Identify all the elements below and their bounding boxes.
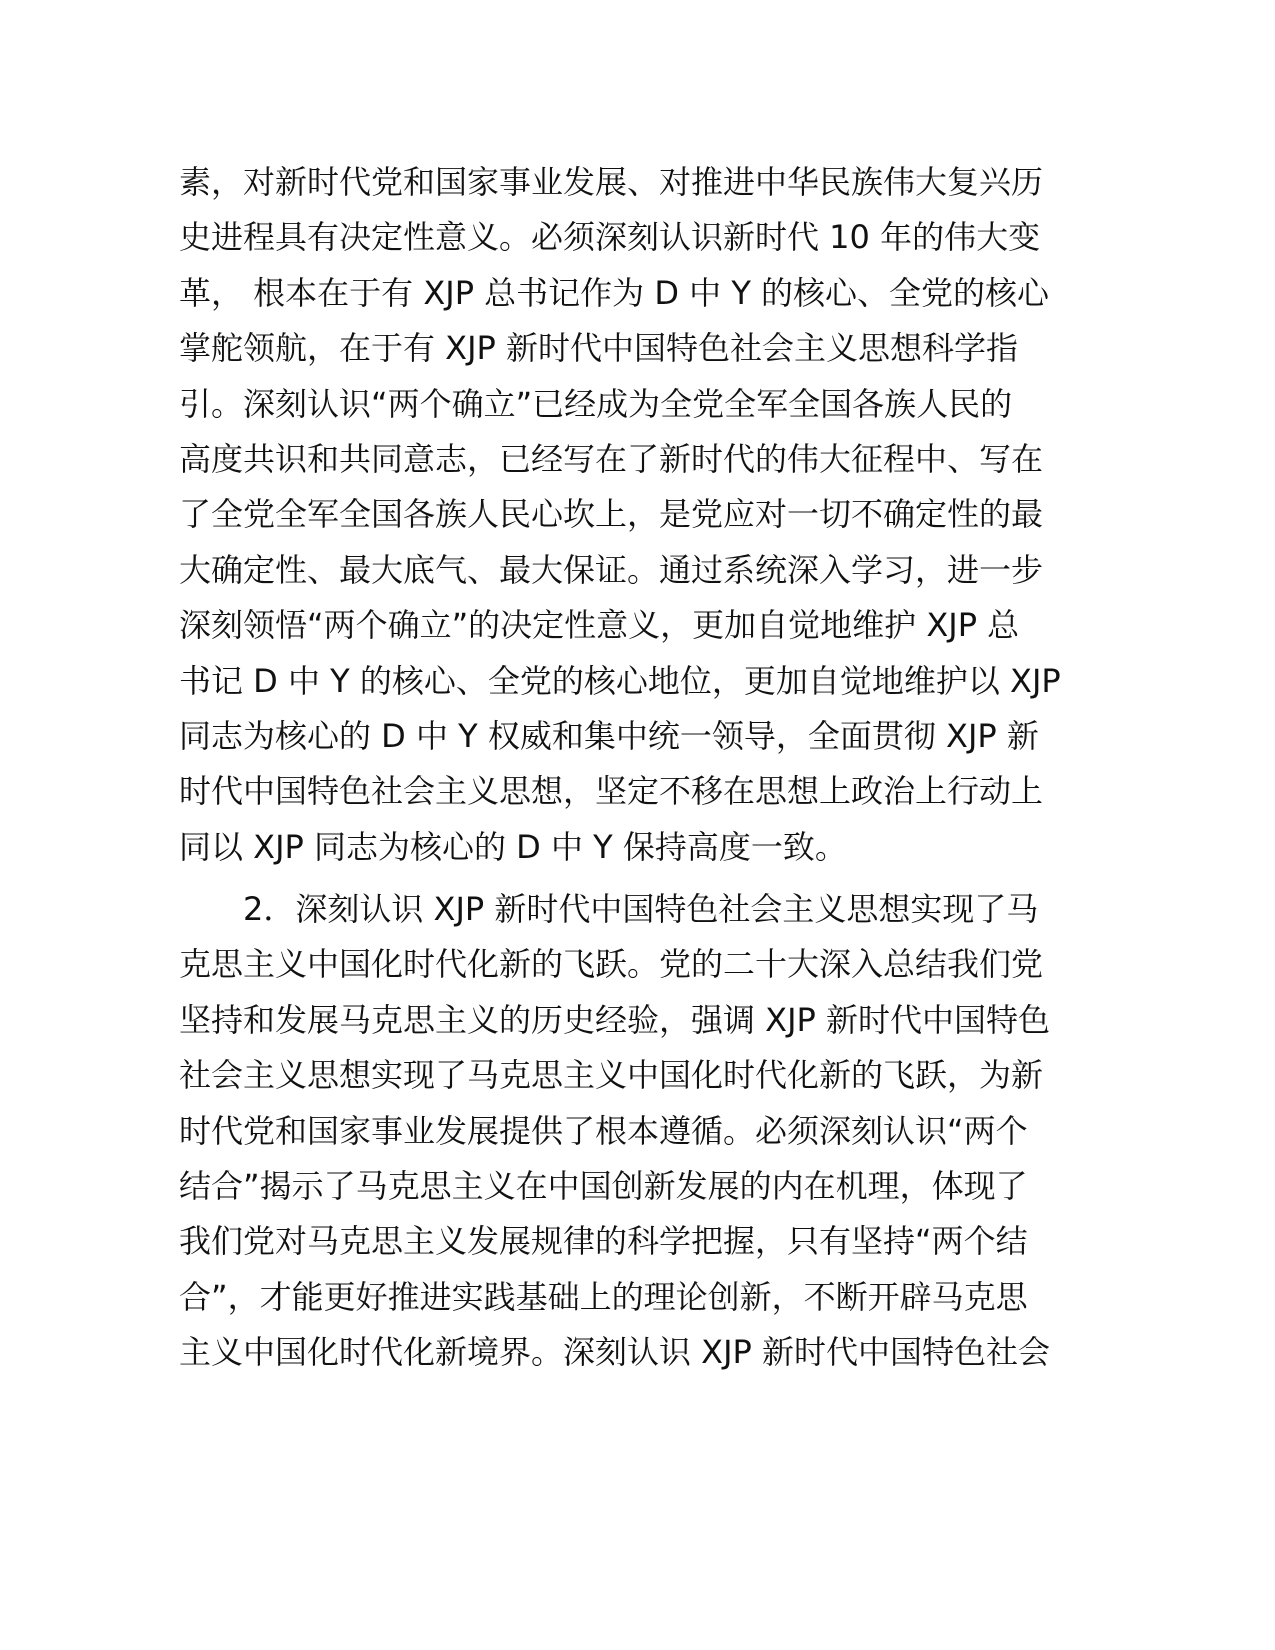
text-line: 同志为核心的 D 中 Y 权威和集中统一领导，全面贯彻 XJP 新 xyxy=(179,716,1039,755)
text-line: 了全党全军全国各族人民心坎上，是党应对一切不确定性的最 xyxy=(179,495,1044,534)
text-line: 书记 D 中 Y 的核心、全党的核心地位，更加自觉地维护以 XJP xyxy=(179,661,1061,700)
text-line: 同以 XJP 同志为核心的 D 中 Y 保持高度一致。 xyxy=(179,827,847,866)
paragraph-1 xyxy=(179,155,1079,875)
text-line: 克思主义中国化时代化新的飞跃。党的二十大深入总结我们党 xyxy=(179,945,1044,984)
text-line: 掌舵领航，在于有 XJP 新时代中国特色社会主义思想科学指 xyxy=(179,329,1019,368)
text-line: 革， 根本在于有 XJP 总书记作为 D 中 Y 的核心、全党的核心 xyxy=(179,273,1050,312)
text-line: 时代党和国家事业发展提供了根本遵循。必须深刻认识“两个 xyxy=(179,1111,1028,1150)
text-line: 大确定性、最大底气、最大保证。通过系统深入学习，进一步 xyxy=(179,550,1044,589)
text-line: 我们党对马克思主义发展规律的科学把握，只有坚持“两个结 xyxy=(179,1222,1028,1261)
text-line: 主义中国化时代化新境界。深刻认识 XJP 新时代中国特色社会 xyxy=(179,1333,1051,1372)
text-line: 2．深刻认识 XJP 新时代中国特色社会主义思想实现了马 xyxy=(179,890,1039,928)
text-line: 素，对新时代党和国家事业发展、对推进中华民族伟大复兴历 xyxy=(179,163,1044,201)
text-line: 时代中国特色社会主义思想，坚定不移在思想上政治上行动上 xyxy=(179,772,1044,811)
text-line: 引。深刻认识“两个确立”已经成为全党全军全国各族人民的 xyxy=(179,384,1013,423)
text-line: 史进程具有决定性意义。必须深刻认识新时代 10 年的伟大变 xyxy=(179,218,1041,257)
text-line: 社会主义思想实现了马克思主义中国化时代化新的飞跃，为新 xyxy=(179,1056,1044,1095)
text-line: 结合”揭示了马克思主义在中国创新发展的内在机理，体现了 xyxy=(179,1166,1028,1205)
text-line: 合”，才能更好推进实践基础上的理论创新，不断开辟马克思 xyxy=(179,1277,1028,1316)
text-line: 高度共识和共同意志，已经写在了新时代的伟大征程中、写在 xyxy=(179,439,1044,478)
text-line: 坚持和发展马克思主义的历史经验，强调 XJP 新时代中国特色 xyxy=(179,1000,1051,1039)
text-line: 深刻领悟“两个确立”的决定性意义，更加自觉地维护 XJP 总 xyxy=(179,606,1020,645)
paragraph-2 xyxy=(179,882,1079,1381)
